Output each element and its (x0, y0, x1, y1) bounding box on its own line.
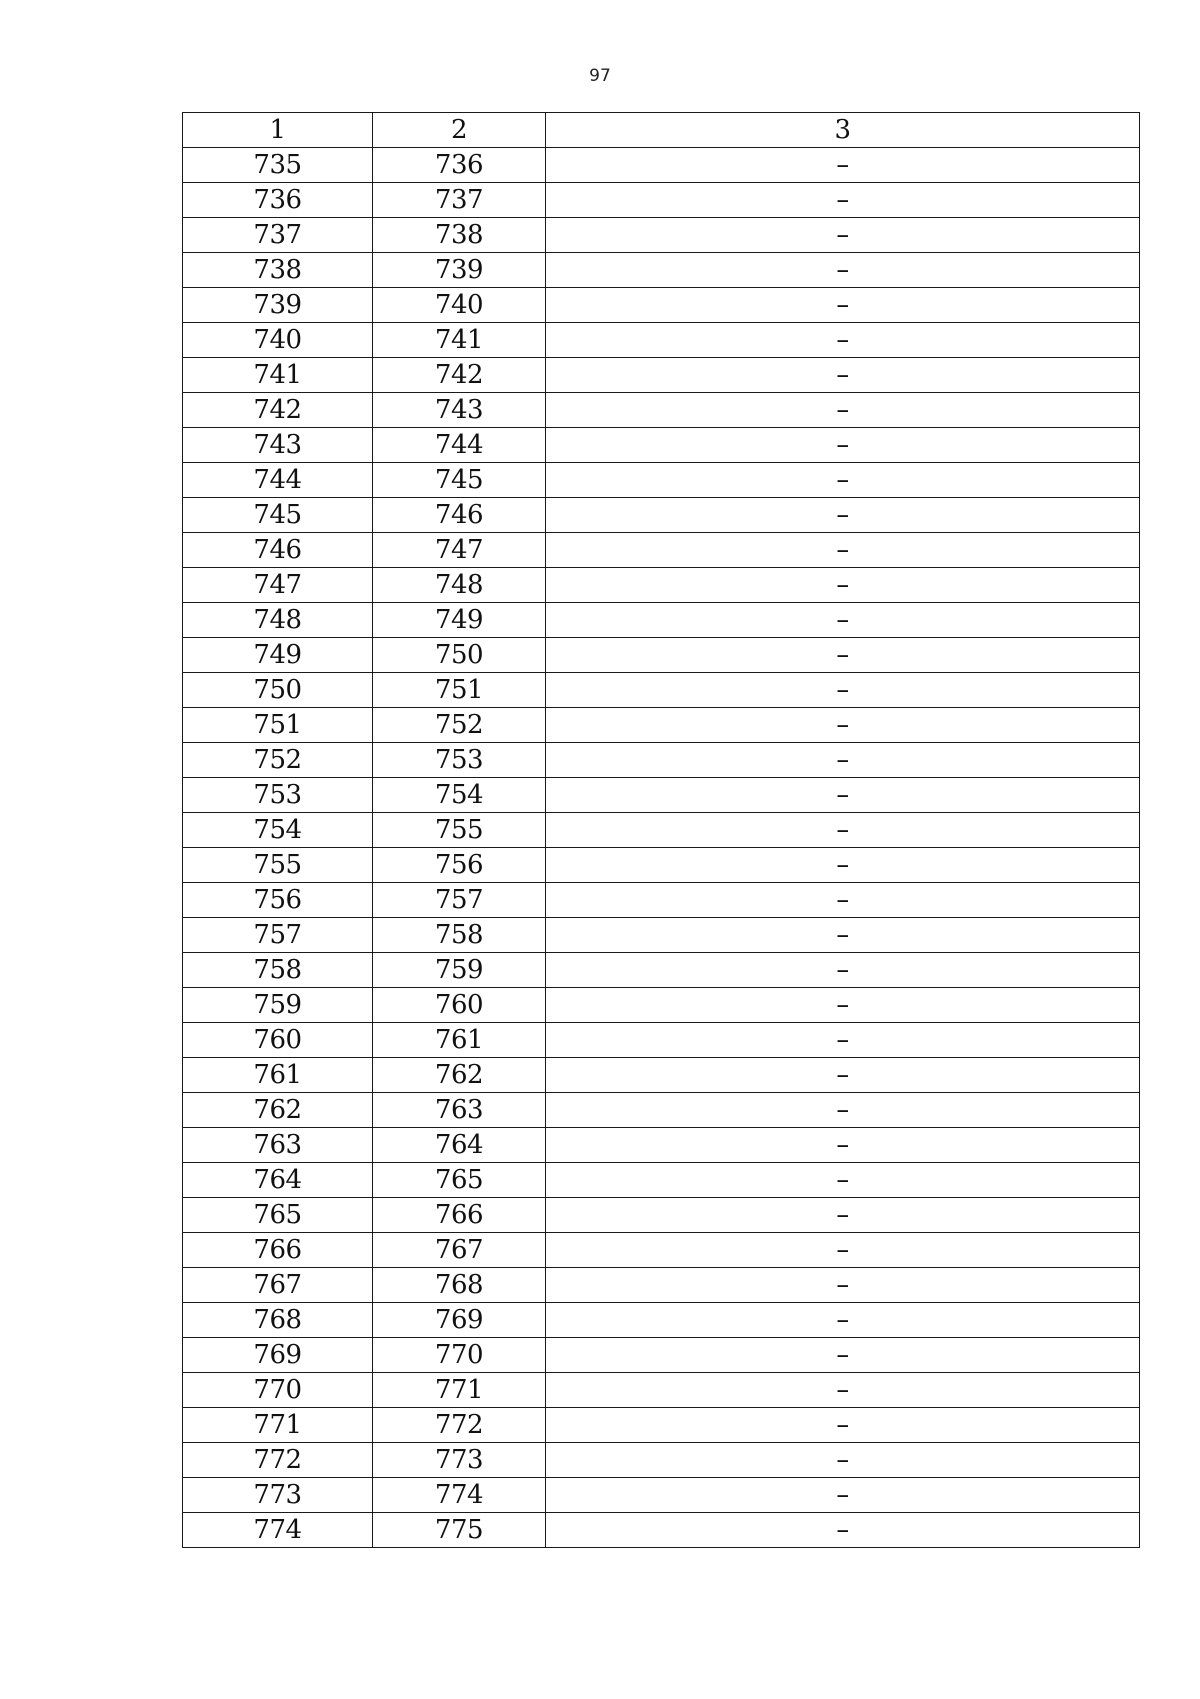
table-cell-col-2: 775 (373, 1513, 546, 1548)
table-cell-col-1: 742 (183, 393, 373, 428)
table-cell-col-1: 744 (183, 463, 373, 498)
table-row (183, 1303, 1140, 1338)
table-cell-col-2: 738 (373, 218, 546, 253)
table-row (183, 253, 1140, 288)
table-cell-col-3: – (546, 1163, 1140, 1198)
table-cell-col-2: 745 (373, 463, 546, 498)
table-cell-col-3: – (546, 813, 1140, 848)
table-cell-col-3: – (546, 1478, 1140, 1513)
table-cell-col-3: – (546, 1128, 1140, 1163)
table-cell-col-3: – (546, 288, 1140, 323)
table-row (183, 778, 1140, 813)
table-row (183, 918, 1140, 953)
table-cell-col-2: 763 (373, 1093, 546, 1128)
table-cell-col-2: 746 (373, 498, 546, 533)
table-cell-col-3: – (546, 743, 1140, 778)
table-cell-col-3: – (546, 1268, 1140, 1303)
table-cell-col-3: – (546, 673, 1140, 708)
table-cell-col-3: – (546, 848, 1140, 883)
table-cell-col-1: 747 (183, 568, 373, 603)
table-cell-col-1: 741 (183, 358, 373, 393)
table-header-row (183, 113, 1140, 148)
table-row (183, 218, 1140, 253)
table-cell-col-1: 774 (183, 1513, 373, 1548)
table-cell-col-3: – (546, 533, 1140, 568)
table-cell-col-3: – (546, 253, 1140, 288)
table-row (183, 1128, 1140, 1163)
table-cell-col-1: 746 (183, 533, 373, 568)
table-row (183, 183, 1140, 218)
table-cell-col-2: 759 (373, 953, 546, 988)
table-cell-col-3: – (546, 638, 1140, 673)
table-cell-col-1: 756 (183, 883, 373, 918)
table-cell-col-2: 742 (373, 358, 546, 393)
table-cell-col-3: – (546, 1373, 1140, 1408)
table-cell-col-1: 763 (183, 1128, 373, 1163)
table-cell-col-1: 745 (183, 498, 373, 533)
table-row (183, 323, 1140, 358)
table-cell-col-2: 740 (373, 288, 546, 323)
table-cell-col-1: 765 (183, 1198, 373, 1233)
table-cell-col-1: 751 (183, 708, 373, 743)
table-row (183, 603, 1140, 638)
table-cell-col-3: – (546, 1093, 1140, 1128)
table-cell-col-2: 766 (373, 1198, 546, 1233)
table-cell-col-1: 757 (183, 918, 373, 953)
table-cell-col-2: 744 (373, 428, 546, 463)
table-cell-col-2: 752 (373, 708, 546, 743)
table-cell-col-2: 751 (373, 673, 546, 708)
table-cell-col-2: 743 (373, 393, 546, 428)
table-cell-col-1: 769 (183, 1338, 373, 1373)
table-cell-col-3: – (546, 1233, 1140, 1268)
table-cell-col-1: 759 (183, 988, 373, 1023)
table-cell-col-1: 748 (183, 603, 373, 638)
table-row (183, 848, 1140, 883)
table-cell-col-3: – (546, 708, 1140, 743)
table-cell-col-3: – (546, 1513, 1140, 1548)
table-cell-col-1: 773 (183, 1478, 373, 1513)
table-row (183, 1058, 1140, 1093)
table-cell-col-2: 774 (373, 1478, 546, 1513)
table-cell-col-1: 736 (183, 183, 373, 218)
table-row (183, 883, 1140, 918)
table-cell-col-1: 768 (183, 1303, 373, 1338)
table-cell-col-2: 770 (373, 1338, 546, 1373)
table-row (183, 393, 1140, 428)
table-row (183, 1513, 1140, 1548)
table-cell-col-2: 741 (373, 323, 546, 358)
table-row (183, 953, 1140, 988)
table-cell-col-2: 760 (373, 988, 546, 1023)
table-cell-col-2: 761 (373, 1023, 546, 1058)
table-cell-col-3: – (546, 883, 1140, 918)
table-cell-col-2: 772 (373, 1408, 546, 1443)
table-cell-col-2: 771 (373, 1373, 546, 1408)
data-table (182, 112, 1140, 1548)
table-row (183, 743, 1140, 778)
table-row (183, 148, 1140, 183)
table-cell-col-1: 760 (183, 1023, 373, 1058)
page-number: 97 (589, 66, 611, 86)
table-cell-col-3: – (546, 358, 1140, 393)
table-cell-col-3: – (546, 498, 1140, 533)
table-cell-col-1: 739 (183, 288, 373, 323)
table-cell-col-3: – (546, 323, 1140, 358)
table-cell-col-2: 755 (373, 813, 546, 848)
table-cell-col-2: 753 (373, 743, 546, 778)
table-row (183, 708, 1140, 743)
table-row (183, 1478, 1140, 1513)
table-cell-col-2: 765 (373, 1163, 546, 1198)
table-row (183, 288, 1140, 323)
table-cell-col-2: 737 (373, 183, 546, 218)
table-cell-col-1: 762 (183, 1093, 373, 1128)
table-row (183, 988, 1140, 1023)
table-cell-col-1: 735 (183, 148, 373, 183)
table-cell-col-1: 770 (183, 1373, 373, 1408)
table-cell-col-2: 757 (373, 883, 546, 918)
table-cell-col-1: 750 (183, 673, 373, 708)
table-cell-col-2: 768 (373, 1268, 546, 1303)
table-row (183, 1443, 1140, 1478)
table-row (183, 673, 1140, 708)
table-cell-col-3: – (546, 1023, 1140, 1058)
table-row (183, 1023, 1140, 1058)
table-cell-col-2: 756 (373, 848, 546, 883)
table-cell-col-1: 758 (183, 953, 373, 988)
table-row (183, 1163, 1140, 1198)
table-cell-col-1: 738 (183, 253, 373, 288)
table-cell-col-2: 773 (373, 1443, 546, 1478)
table-row (183, 428, 1140, 463)
table-cell-col-1: 772 (183, 1443, 373, 1478)
table-cell-col-2: 747 (373, 533, 546, 568)
table-cell-col-1: 737 (183, 218, 373, 253)
table-cell-col-1: 755 (183, 848, 373, 883)
column-header-2: 2 (373, 113, 546, 148)
table-cell-col-3: – (546, 428, 1140, 463)
table-cell-col-1: 752 (183, 743, 373, 778)
table-cell-col-1: 749 (183, 638, 373, 673)
table-cell-col-1: 771 (183, 1408, 373, 1443)
table-cell-col-3: – (546, 1408, 1140, 1443)
table-cell-col-1: 764 (183, 1163, 373, 1198)
table-cell-col-3: – (546, 1303, 1140, 1338)
table-row (183, 638, 1140, 673)
table-cell-col-3: – (546, 1443, 1140, 1478)
table-cell-col-2: 750 (373, 638, 546, 673)
table-row (183, 463, 1140, 498)
table-cell-col-2: 764 (373, 1128, 546, 1163)
table-row (183, 1093, 1140, 1128)
table-cell-col-2: 739 (373, 253, 546, 288)
table-cell-col-3: – (546, 918, 1140, 953)
table-cell-col-3: – (546, 148, 1140, 183)
table-cell-col-1: 743 (183, 428, 373, 463)
table-row (183, 1268, 1140, 1303)
table-cell-col-2: 762 (373, 1058, 546, 1093)
table-row (183, 1338, 1140, 1373)
table-cell-col-2: 767 (373, 1233, 546, 1268)
table-cell-col-3: – (546, 778, 1140, 813)
table-cell-col-2: 758 (373, 918, 546, 953)
table-body (183, 148, 1140, 1548)
table-cell-col-1: 766 (183, 1233, 373, 1268)
table-cell-col-3: – (546, 1058, 1140, 1093)
table-row (183, 1198, 1140, 1233)
table-cell-col-3: – (546, 183, 1140, 218)
table-cell-col-3: – (546, 953, 1140, 988)
table-row (183, 1408, 1140, 1443)
table-cell-col-1: 761 (183, 1058, 373, 1093)
table-cell-col-3: – (546, 568, 1140, 603)
column-header-1: 1 (183, 113, 373, 148)
table-cell-col-3: – (546, 1338, 1140, 1373)
table-row (183, 1373, 1140, 1408)
table-row (183, 813, 1140, 848)
table-row (183, 358, 1140, 393)
table-cell-col-3: – (546, 463, 1140, 498)
table-cell-col-2: 749 (373, 603, 546, 638)
table-cell-col-3: – (546, 393, 1140, 428)
table-cell-col-2: 736 (373, 148, 546, 183)
table-row (183, 533, 1140, 568)
table-row (183, 498, 1140, 533)
table-row (183, 1233, 1140, 1268)
table-cell-col-1: 767 (183, 1268, 373, 1303)
table-cell-col-2: 754 (373, 778, 546, 813)
table-row (183, 568, 1140, 603)
table-cell-col-1: 740 (183, 323, 373, 358)
column-header-3: 3 (546, 113, 1140, 148)
table-cell-col-1: 753 (183, 778, 373, 813)
table-cell-col-2: 748 (373, 568, 546, 603)
table-cell-col-3: – (546, 218, 1140, 253)
table-cell-col-3: – (546, 1198, 1140, 1233)
table-cell-col-3: – (546, 988, 1140, 1023)
table-cell-col-2: 769 (373, 1303, 546, 1338)
table-cell-col-1: 754 (183, 813, 373, 848)
table-cell-col-3: – (546, 603, 1140, 638)
